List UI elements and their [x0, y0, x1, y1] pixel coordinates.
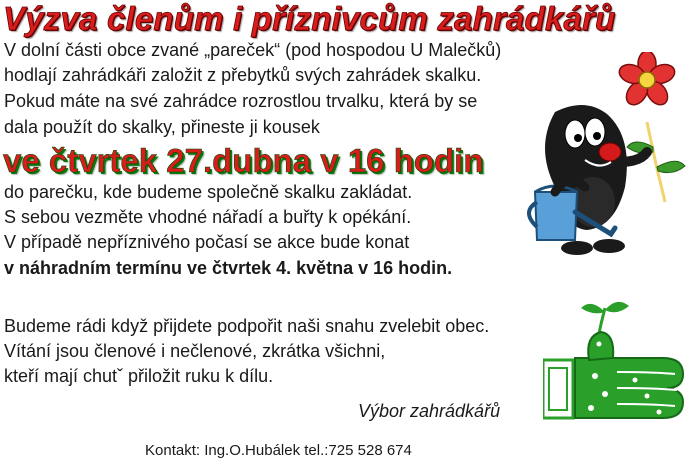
details-line-2: S sebou vezměte vhodné nářadí a buřty k opékání.	[4, 207, 412, 227]
green-thumbs-up-with-sprout-icon	[543, 298, 693, 423]
closing-line-2: Vítání jsou členové i nečlenové, zkrátka všichni,	[4, 341, 386, 361]
intro-line-2: hodlají zahrádkáři založit z přebytků svých zahrádek skalku.	[4, 65, 482, 85]
details-line-1: do parečku, kde budeme společně skalku zakládat.	[4, 182, 413, 202]
poster-title: Výzva členům i příznivcům zahrádkářů	[3, 0, 616, 37]
details-line-3: V případě nepříznivého počasí se akce bude konat	[4, 232, 410, 252]
intro-line-1: V dolní části obce zvané „pareček“ (pod hospodou U Malečků)	[4, 40, 502, 60]
mole-with-flower-and-watering-can-icon	[515, 52, 695, 267]
event-date-heading: ve čtvrtek 27.dubna v 16 hodin	[3, 142, 484, 179]
signature: Výbor zahrádkářů	[358, 401, 501, 421]
details-line-4: v náhradním termínu ve čtvrtek 4. května v 16 hodin.	[4, 258, 453, 278]
intro-line-3: Pokud máte na své zahrádce rozrostlou trvalku, která by se	[4, 91, 478, 111]
closing-line-1: Budeme rádi když přijdete podpořit naši snahu zvelebit obec.	[4, 316, 490, 336]
closing-line-3: kteří mají chutˇ přiložit ruku k dílu.	[4, 366, 274, 386]
contact-info: Kontakt: Ing.O.Hubálek tel.:725 528 674	[145, 442, 412, 459]
intro-line-4: dala použít do skalky, přineste ji kousek	[4, 117, 320, 137]
